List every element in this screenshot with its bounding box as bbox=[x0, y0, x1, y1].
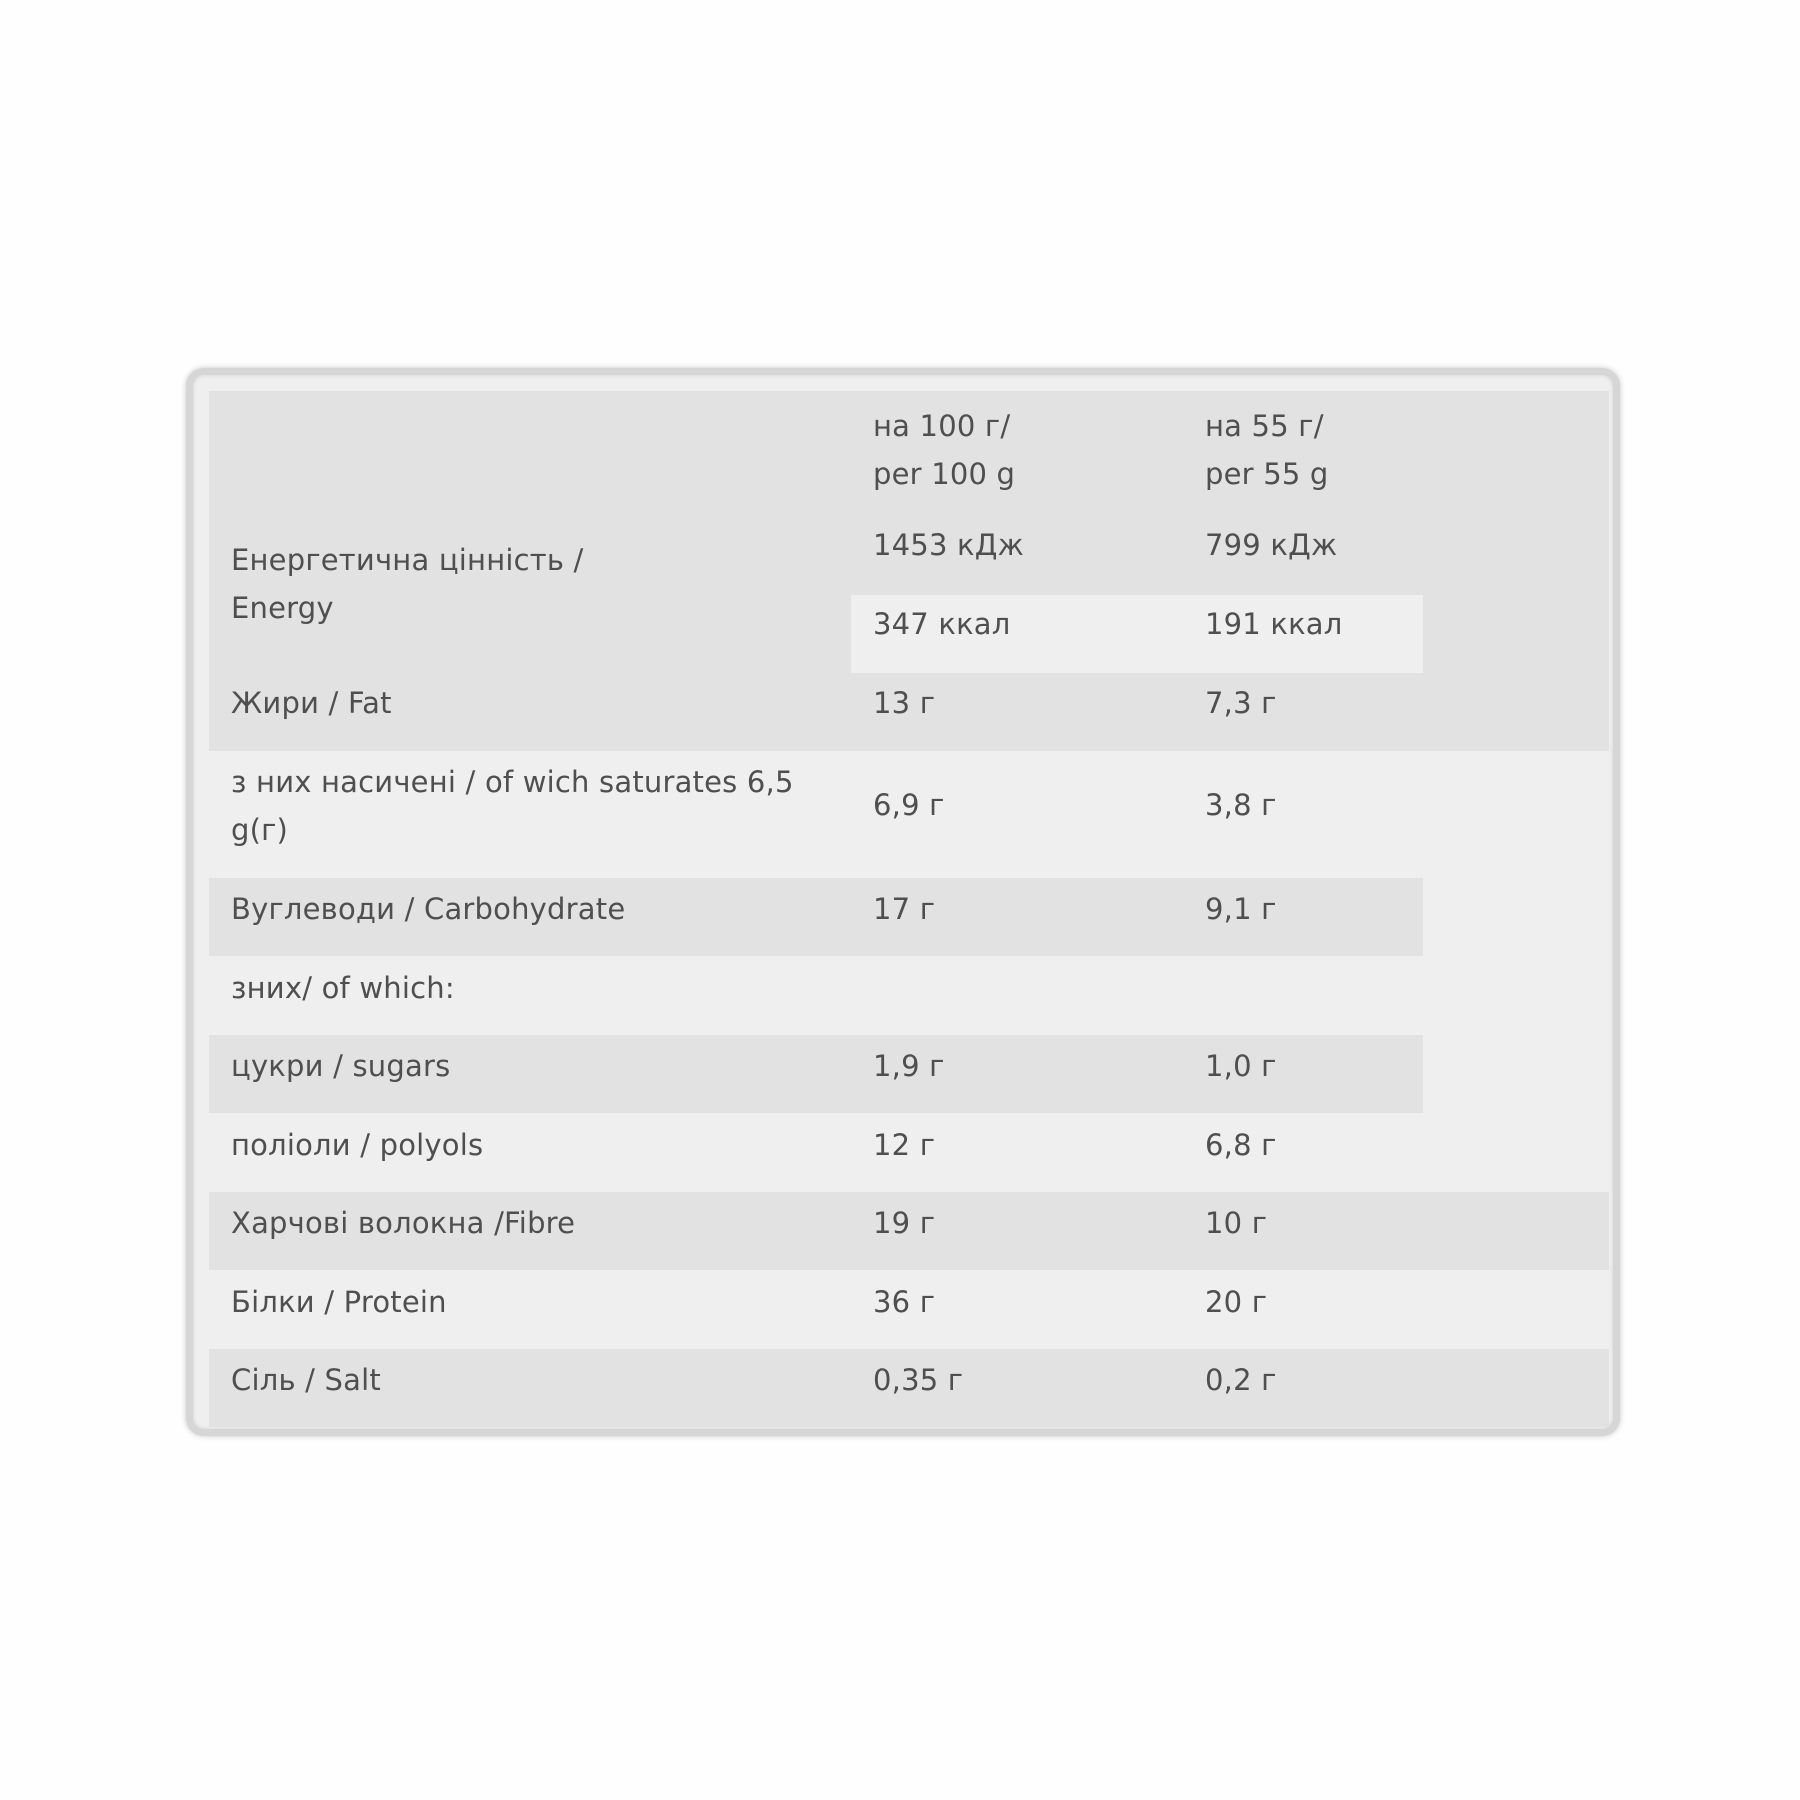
energy-kcal-per-100g: 347 ккал bbox=[873, 607, 1011, 641]
carbohydrate-per-55g: 9,1 г bbox=[1205, 892, 1277, 926]
header-per-55g-line-2: per 55 g bbox=[1205, 457, 1329, 491]
fat-label: Жири / Fat bbox=[231, 686, 392, 720]
energy-label bbox=[231, 536, 584, 632]
sugars-per-55g: 1,0 г bbox=[1205, 1049, 1277, 1083]
fibre-per-100g: 19 г bbox=[873, 1206, 936, 1240]
sugars-label: цукри / sugars bbox=[231, 1049, 451, 1083]
saturates-per-55g: 3,8 г bbox=[1205, 788, 1277, 822]
carbohydrate-per-100g: 17 г bbox=[873, 892, 936, 926]
energy-label-line-1: Енергетична цінність / bbox=[231, 543, 584, 577]
saturates-per-100g: 6,9 г bbox=[873, 788, 945, 822]
header-per-100g-line-1: на 100 г/ bbox=[873, 409, 1011, 443]
energy-label-line-2: Energy bbox=[231, 591, 334, 625]
protein-per-55g: 20 г bbox=[1205, 1285, 1268, 1319]
protein-per-100g: 36 г bbox=[873, 1285, 936, 1319]
polyols-label: поліоли / polyols bbox=[231, 1128, 484, 1162]
header-per-55g-line-1: на 55 г/ bbox=[1205, 409, 1324, 443]
energy-kj-per-55g: 799 кДж bbox=[1205, 528, 1338, 562]
salt-label: Сіль / Salt bbox=[231, 1363, 381, 1397]
polyols-per-55g: 6,8 г bbox=[1205, 1128, 1277, 1162]
fat-per-55g: 7,3 г bbox=[1205, 686, 1277, 720]
salt-per-55g: 0,2 г bbox=[1205, 1363, 1277, 1397]
carbohydrate-label: Вуглеводи / Carbohydrate bbox=[231, 892, 626, 926]
protein-label: Білки / Protein bbox=[231, 1285, 447, 1319]
salt-per-100g: 0,35 г bbox=[873, 1363, 964, 1397]
polyols-per-100g: 12 г bbox=[873, 1128, 936, 1162]
energy-kcal-per-55g: 191 ккал bbox=[1205, 607, 1343, 641]
energy-kj-per-100g: 1453 кДж bbox=[873, 528, 1024, 562]
header-per-55g bbox=[1205, 402, 1329, 498]
of-which-label: зних/ of which: bbox=[231, 971, 455, 1005]
fibre-label: Харчові волокна /Fibre bbox=[231, 1206, 576, 1240]
nutrition-table-card bbox=[186, 368, 1620, 1436]
header-per-100g bbox=[873, 402, 1015, 498]
header-per-100g-line-2: per 100 g bbox=[873, 457, 1016, 491]
saturates-label: з них насичені / of wich saturates 6,5 g(г) bbox=[231, 765, 794, 847]
fibre-per-55g: 10 г bbox=[1205, 1206, 1268, 1240]
sugars-per-100g: 1,9 г bbox=[873, 1049, 945, 1083]
fat-per-100g: 13 г bbox=[873, 686, 936, 720]
